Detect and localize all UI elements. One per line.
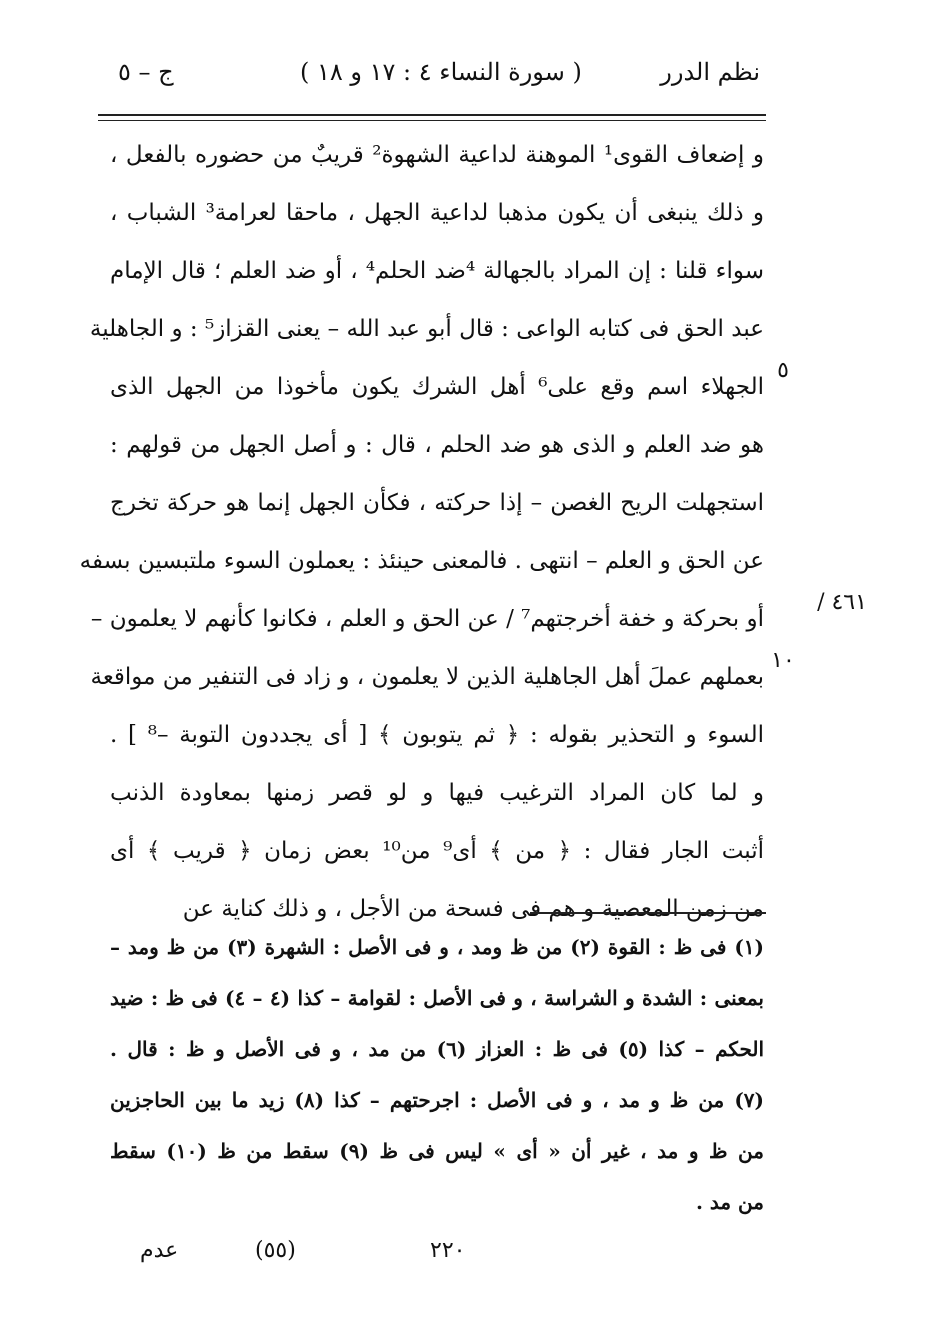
text-line: السوء و التحذير بقوله : ﴿ ثم يتوبون ﴾ [ أى يجددون التوبة –⁸ ] . [110,722,764,748]
text-line: بعملهم عملَ أهل الجاهلية الذين لا يعلمون ، و زاد فى التنفير من مواقعة [90,664,764,690]
text-line: و ذلك ينبغى أن يكون مذهبا لداعية الجهل ، ماحقا لعرامة³ الشباب ، [110,200,764,226]
text-line: أو بحركة و خفة أخرجتهم⁷ / عن الحق و العلم ، فكانوا كأنهم لا يعلمون – [90,606,764,632]
main-text [79,126,765,938]
footnote-line: (٧) من ظ و مد ، و فى الأصل : اجرحتهم – كذا (٨) زيد ما بين الحاجزين [110,1088,765,1112]
footer-catchword: عدم [140,1238,179,1263]
header-book-title: نظم الدرر [660,58,760,86]
page-footer [100,1238,760,1274]
line-number-10: ١٠ [771,648,795,673]
header-volume: ج – ٥ [118,58,174,86]
text-line: و لما كان المراد الترغيب فيها و لو قصر زمنها بمعاودة الذنب [110,780,765,806]
header-rule-thick [98,114,766,116]
footer-page-number: ٢٢٠ [430,1238,466,1263]
running-header [100,58,760,98]
footnote-line: من ظ و مد ، غير أن « أى » ليس فى ظ (٩) سقط من ظ (١٠) سقط [110,1139,764,1163]
text-line: أثبت الجار فقال : ﴿ من ﴾ أى⁹ من¹⁰ بعض زمان ﴿ قريب ﴾ أى [110,838,765,864]
header-rule-thin [98,120,766,121]
text-line: عن الحق و العلم – انتهى . فالمعنى حينئذ : يعملون السوء ملتبسين بسفه [79,548,764,574]
text-line: من زمن المعصية و هم فى فسحة من الأجل ، و ذلك كناية عن [182,896,764,922]
text-line: و إضعاف القوى¹ الموهنة لداعية الشهوة² قريبٌ من حضوره بالفعل ، [110,142,765,168]
footnote-separator [530,912,766,914]
header-surah-reference: ( سورة النساء ٤ : ١٧ و ١٨ ) [300,58,582,86]
text-line: استجهلت الريح الغصن – إذا حركته ، فكأن الجهل إنما هو حركة تخرج [110,490,764,516]
footnote-line: بمعنى : الشدة و الشراسة ، و فى الأصل : لقوامة – كذا (٤ – ٤) فى ظ : ضيد [110,986,764,1010]
manuscript-page-reference: ٤٦١ / [817,590,867,615]
footnotes [110,922,764,1228]
footer-parenthetical-number: (٥٥) [255,1238,296,1263]
footnote-line: الحكم – كذا (٥) فى ظ : العزاز (٦) من مد ، و فى الأصل و ظ : قال . [110,1037,765,1061]
text-line: الجهلاء اسم وقع على⁶ أهل الشرك يكون مأخوذا من الجهل الذى [110,374,764,400]
text-line: عبد الحق فى كتابه الواعى : قال أبو عبد الله – يعنى القزاز⁵ : و الجاهلية [89,316,764,342]
footnote-line: من مد . [695,1190,764,1214]
footnote-line: (١) فى ظ : القوة (٢) من ظ ومد ، و فى الأصل : الشهرة (٣) من ظ ومد – [110,935,764,959]
text-line: سواء قلنا : إن المراد بالجهالة ⁴ضد الحلم⁴ ، أو ضد العلم ؛ قال الإمام [110,258,765,284]
line-number-5: ٥ [777,358,789,383]
text-line: هو ضد العلم و الذى هو ضد الحلم ، قال : و أصل الجهل من قولهم : [110,432,764,458]
